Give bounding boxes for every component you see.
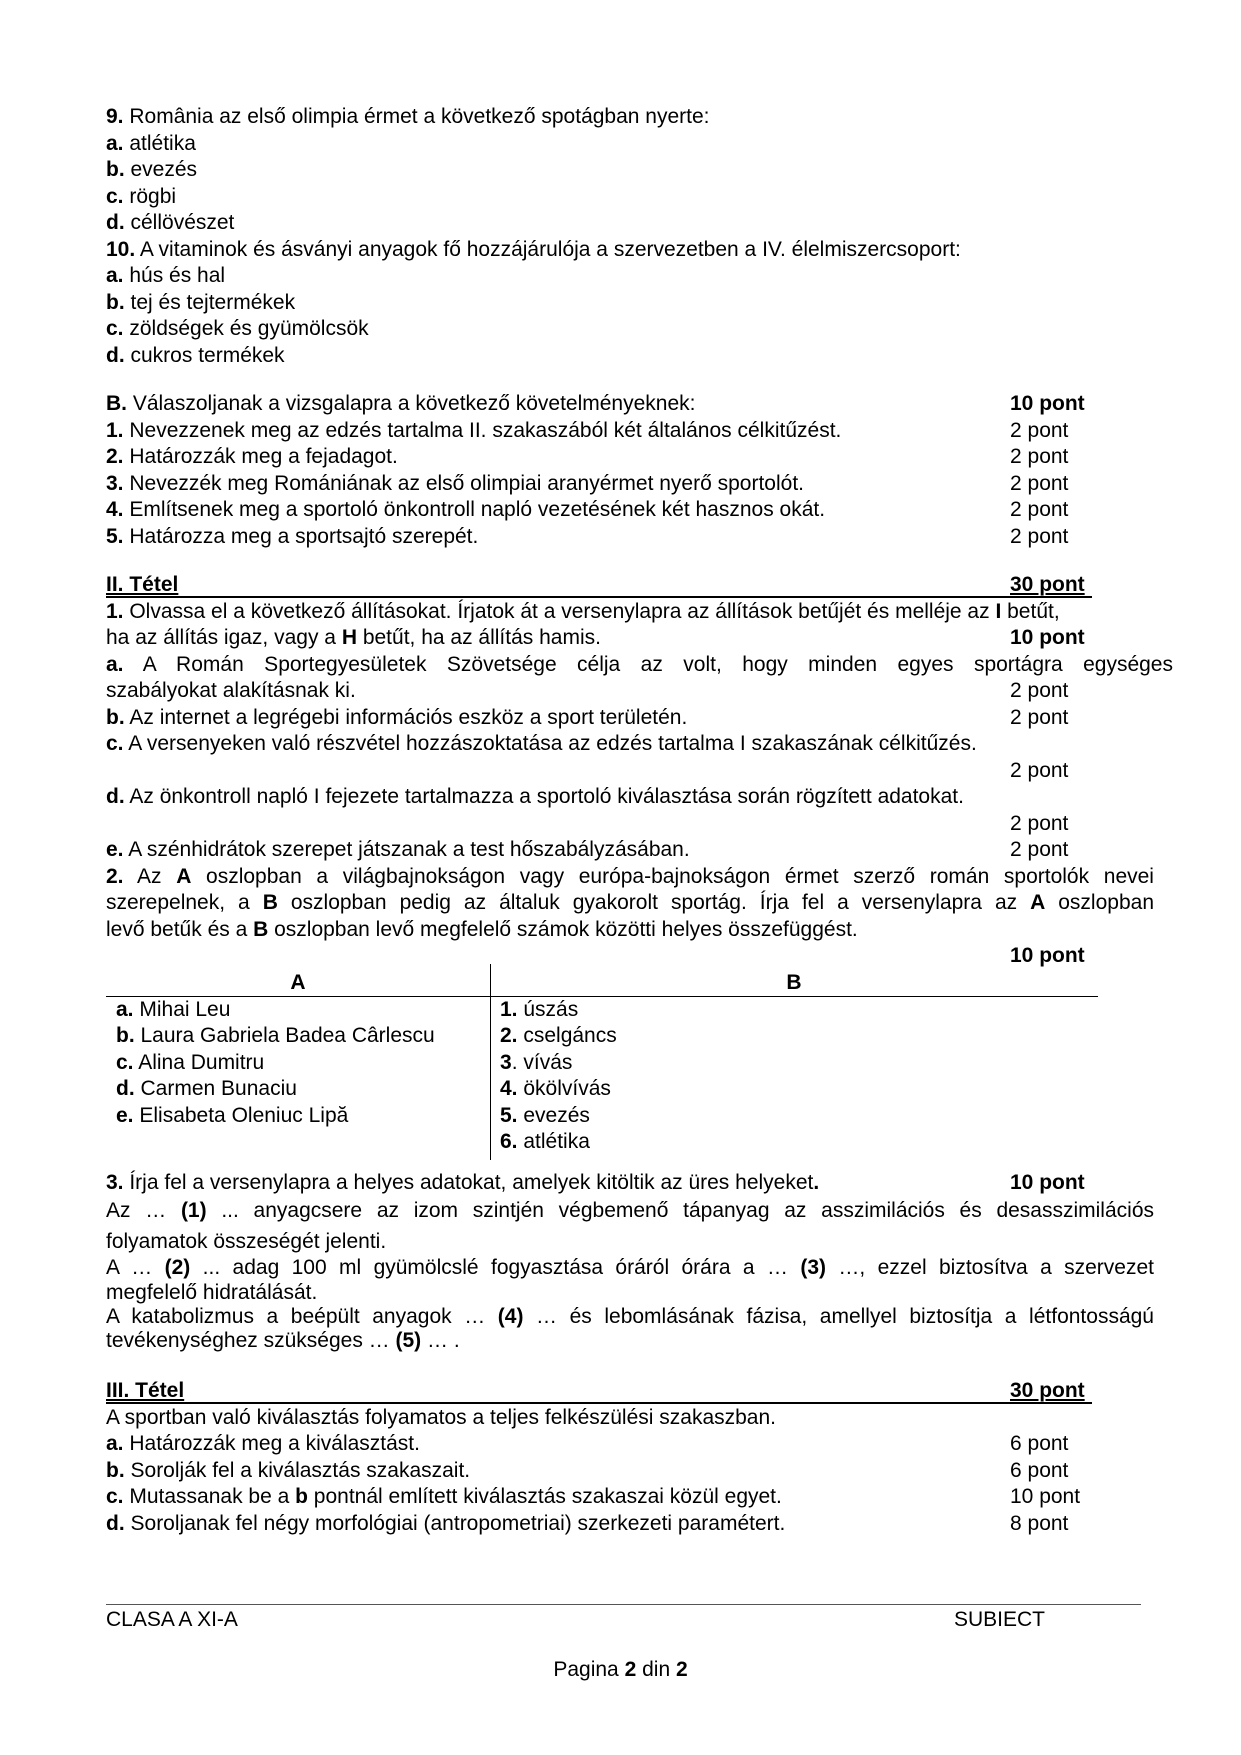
- part-2-question-2: [106, 864, 1154, 891]
- section-b-item-3: [106, 471, 1176, 498]
- spacer: [106, 1352, 1176, 1378]
- text-span: . vívás: [511, 1050, 573, 1074]
- text-span: 2.: [106, 864, 124, 888]
- text-span: Nevezzenek meg az edzés tartalma II. szakaszából két általános célkitűzést.: [123, 418, 842, 442]
- text-span: 3.: [106, 471, 124, 495]
- text-span: betűt, ha az állítás hamis.: [356, 626, 601, 649]
- part-3-item-d: [106, 1511, 1176, 1538]
- text-span: I: [995, 599, 1002, 623]
- text-span: c.: [106, 317, 124, 340]
- text-span: Sorolják fel a kiválasztás szakaszait.: [124, 1458, 471, 1482]
- text-span: A versenyeken való részvétel hozzászoktatása az edzés tartalma I szakaszának célkitűzés.: [123, 732, 977, 755]
- text-span: B: [262, 891, 278, 914]
- table-row: [116, 997, 435, 1024]
- points: 2 pont: [1010, 838, 1069, 861]
- part-2-title: II. Tétel: [106, 573, 179, 596]
- part-2-heading: [106, 572, 1176, 599]
- text-span: megfelelő hidratálását.: [106, 1280, 318, 1304]
- text-span: A: [1030, 891, 1046, 914]
- text-span: úszás: [517, 997, 579, 1021]
- text-span: Carmen Bunaciu: [134, 1077, 297, 1100]
- text-span: b.: [106, 1458, 125, 1482]
- table-row: [500, 1129, 617, 1156]
- statement-c: [106, 731, 1176, 758]
- table-row: [500, 1103, 617, 1130]
- points: 2 pont: [1010, 705, 1069, 729]
- table-divider: [490, 964, 491, 1160]
- part-2-question-3: [106, 1170, 1176, 1197]
- text-span: Válaszoljanak a vizsgalapra a következő követelményeknek:: [127, 392, 696, 415]
- option-9c: [106, 184, 1176, 211]
- section-b-heading: [106, 391, 1176, 418]
- matching-table: [106, 970, 1098, 1160]
- text-span: Alina Dumitru: [133, 1050, 265, 1074]
- text-span: tevékenységhez szükséges …: [106, 1329, 396, 1352]
- text-span: atlétika: [123, 131, 196, 155]
- statement-d: [106, 784, 1176, 811]
- text-span: 4.: [500, 1077, 518, 1100]
- option-9a: [106, 131, 1176, 158]
- text-span: 2.: [106, 445, 124, 468]
- points: 2 pont: [1010, 679, 1069, 702]
- text-span: (3): [800, 1256, 826, 1279]
- points: 10 pont: [1010, 1170, 1085, 1194]
- fill-in-sentence-3-cont: [106, 1330, 1176, 1352]
- text-span: Az internet a legrégebi információs eszköz a sport területén.: [124, 705, 688, 729]
- text-span: a.: [106, 1432, 124, 1455]
- section-b-item-2: [106, 444, 1176, 471]
- text-span: betűt,: [1001, 599, 1060, 623]
- text-span: 5.: [106, 524, 124, 548]
- text-span: Az önkontroll napló I fejezete tartalmazza a sportoló kiválasztása során rögzített adatokat.: [124, 785, 964, 808]
- text-span: A katabolizmus a beépült anyagok …: [106, 1304, 498, 1328]
- text-span: … és lebomlásának fázisa, amellyel biztosítja a létfontosságú: [523, 1304, 1154, 1328]
- part-3-item-b: [106, 1458, 1176, 1485]
- points: 10 pont: [1010, 392, 1085, 415]
- text-span: .: [813, 1170, 820, 1194]
- text-span: c.: [106, 184, 124, 208]
- text-span: H: [341, 626, 357, 649]
- option-10b: [106, 290, 1176, 317]
- text-span: Az: [123, 864, 177, 888]
- text-span: oszlopban: [1045, 891, 1154, 914]
- text-span: Olvassa el a következő állításokat. Írjatok át a versenylapra az állítások betűjét és melléje az: [123, 599, 996, 623]
- column-a-header: A: [290, 970, 306, 994]
- text-span: atlétika: [517, 1130, 590, 1153]
- spacer: [106, 369, 1176, 391]
- statement-d-points: [106, 811, 1176, 838]
- text-span: Soroljanak fel négy morfológiai (antropometriai) szerkezeti paramétert.: [124, 1511, 786, 1535]
- table-row: [500, 1023, 617, 1050]
- text-span: a.: [106, 131, 124, 155]
- text-span: ... anyagcsere az izom szintjén végbemenő tápanyag az asszimilációs és desasszimilációs: [206, 1199, 1154, 1222]
- column-a: [116, 997, 435, 1130]
- text-span: (1): [180, 1199, 207, 1222]
- part-2-question-1: [106, 599, 1176, 626]
- table-row: [116, 1050, 435, 1077]
- part-2-question-2-line-2: [106, 890, 1154, 917]
- text-span: Határozza meg a sportsajtó szerepét.: [123, 524, 479, 548]
- text-span: Laura Gabriela Badea Cârlescu: [134, 1024, 435, 1047]
- statement-a: [106, 652, 1173, 679]
- part-3-item-a: [106, 1431, 1176, 1458]
- section-b-item-4: [106, 497, 1176, 524]
- text-span: d.: [106, 785, 125, 808]
- points: 6 pont: [1010, 1432, 1069, 1455]
- text-span: evezés: [517, 1103, 590, 1127]
- text-span: evezés: [124, 158, 198, 181]
- option-9d: [106, 210, 1176, 237]
- text-span: levő betűk és a: [106, 917, 254, 941]
- text-span: din: [636, 1658, 676, 1681]
- text-span: d.: [106, 1511, 125, 1535]
- text-span: 1.: [106, 599, 124, 623]
- statement-e: [106, 837, 1176, 864]
- text-span: B.: [106, 392, 127, 415]
- text-span: 3: [500, 1050, 512, 1074]
- statement-c-points: [106, 758, 1176, 785]
- exam-page: [106, 104, 1176, 1537]
- text-span: folyamatok összeségét jelenti.: [106, 1229, 387, 1253]
- text-span: c.: [116, 1050, 134, 1074]
- text-span: (2): [164, 1256, 191, 1279]
- spacer: [106, 550, 1176, 572]
- section-b-item-1: [106, 418, 1176, 445]
- question-9: [106, 104, 1176, 131]
- text-span: A Román Sportegyesületek Szövetsége célja az volt, hogy minden egyes sportágra egységes: [123, 652, 1173, 676]
- table-row: [500, 997, 617, 1024]
- text-span: A …: [106, 1256, 165, 1279]
- text-span: cukros termékek: [124, 343, 285, 367]
- column-b-header: B: [786, 970, 802, 994]
- text-span: Az …: [106, 1199, 181, 1222]
- text-span: d.: [116, 1077, 135, 1100]
- fill-in-sentence-1-cont: [106, 1229, 1176, 1256]
- text-span: Mutassanak be a: [123, 1485, 296, 1508]
- text-span: B: [253, 917, 269, 941]
- fill-in-sentence-3: [106, 1304, 1154, 1331]
- part-3-heading: [106, 1378, 1176, 1405]
- text-span: … .: [421, 1329, 460, 1352]
- points: 2 pont: [1010, 498, 1069, 521]
- question-10: [106, 237, 1176, 264]
- section-b-item-5: [106, 524, 1176, 551]
- text-span: 2: [675, 1658, 688, 1681]
- text-span: Elisabeta Oleniuc Lipă: [133, 1103, 349, 1127]
- text-span: ökölvívás: [517, 1077, 611, 1100]
- text-span: 1.: [106, 418, 124, 442]
- text-span: 6.: [500, 1130, 518, 1153]
- option-9b: [106, 157, 1176, 184]
- points: 8 pont: [1010, 1511, 1069, 1535]
- spacer: [106, 1160, 1176, 1170]
- text-span: Írja fel a versenylapra a helyes adatokat, amelyek kitöltik az üres helyeket: [123, 1170, 814, 1194]
- text-span: a.: [116, 997, 134, 1021]
- part-2-points: 30 pont: [1010, 573, 1085, 596]
- text-span: céllövészet: [124, 211, 235, 234]
- text-span: rögbi: [123, 184, 177, 208]
- fill-in-sentence-2: [106, 1255, 1154, 1282]
- points: 2 pont: [1010, 758, 1069, 782]
- table-row: [500, 1050, 617, 1077]
- points: 2 pont: [1010, 471, 1069, 495]
- points: 6 pont: [1010, 1458, 1069, 1482]
- text-span: b.: [106, 158, 125, 181]
- text-span: A sportban való kiválasztás folyamatos a teljes felkészülési szakaszban.: [106, 1405, 777, 1429]
- text-span: c.: [106, 732, 124, 755]
- points: 2 pont: [1010, 418, 1069, 442]
- page-number: [0, 1658, 1241, 1682]
- part-2-question-2-line-3: [106, 917, 1176, 944]
- text-span: ha az állítás igaz, vagy a: [106, 626, 342, 649]
- points: 2 pont: [1010, 811, 1069, 835]
- part-3-points: 30 pont: [1010, 1379, 1085, 1402]
- text-span: a.: [106, 264, 124, 287]
- text-span: oszlopban pedig az általuk gyakorolt sportág. Írja fel a versenylapra az: [277, 891, 1031, 914]
- text-span: hús és hal: [123, 264, 226, 287]
- text-span: Nevezzék meg Romániának az első olimpiai aranyérmet nyerő sportolót.: [123, 471, 804, 495]
- statement-a-cont: [106, 678, 1176, 705]
- fill-in-sentence-2-cont: [106, 1282, 1176, 1304]
- text-span: b.: [106, 290, 125, 314]
- points: 2 pont: [1010, 524, 1069, 548]
- text-span: Mihai Leu: [133, 997, 231, 1021]
- text-span: b: [295, 1485, 308, 1508]
- text-span: a.: [106, 652, 124, 676]
- text-span: d.: [106, 343, 125, 367]
- points: 10 pont: [1010, 626, 1085, 649]
- text-span: 1.: [500, 997, 518, 1021]
- text-span: România az első olimpia érmet a következő spotágban nyerte:: [123, 105, 710, 128]
- table-row: [116, 1023, 435, 1050]
- text-span: …, ezzel biztosítva a szervezet: [826, 1256, 1154, 1279]
- points: 10 pont: [1010, 944, 1085, 967]
- statement-b: [106, 705, 1176, 732]
- text-span: 5.: [500, 1103, 518, 1127]
- text-span: 9.: [106, 105, 124, 128]
- text-span: 10.: [106, 237, 136, 261]
- text-span: oszlopban levő megfelelő számok közötti helyes összefüggést.: [268, 917, 858, 941]
- footer-subject-label: SUBIECT: [954, 1608, 1046, 1631]
- part-3-item-c: [106, 1484, 1176, 1511]
- option-10c: [106, 316, 1176, 343]
- part-2-question-1-cont: [106, 625, 1176, 652]
- text-span: c.: [106, 1485, 124, 1508]
- text-span: A szénhidrátok szerepet játszanak a test hőszabályzásában.: [123, 838, 690, 861]
- text-span: tej és tejtermékek: [124, 290, 296, 314]
- text-span: b.: [116, 1024, 135, 1047]
- text-span: ... adag 100 ml gyümölcslé fogyasztása óráról órára a …: [190, 1256, 801, 1279]
- text-span: Határozzák meg a kiválasztást.: [123, 1432, 420, 1455]
- part-3-title: III. Tétel: [106, 1379, 185, 1402]
- text-span: 2: [624, 1658, 637, 1681]
- text-span: 4.: [106, 498, 124, 521]
- fill-in-sentence-1: [106, 1198, 1154, 1225]
- column-b: [500, 997, 617, 1156]
- text-span: oszlopban a világbajnokságon vagy európa-bajnokságon érmet szerző román sportolók nevei: [191, 864, 1154, 888]
- text-span: Említsenek meg a sportoló önkontroll napló vezetésének két hasznos okát.: [123, 498, 826, 521]
- part-2-question-2-points: [106, 943, 1176, 970]
- text-span: szabályokat alakításnak ki.: [106, 679, 356, 702]
- text-span: A vitaminok és ásványi anyagok fő hozzájárulója a szervezetben a IV. élelmiszercsoport:: [135, 237, 961, 261]
- footer-rule: [106, 1604, 1141, 1605]
- text-span: 3.: [106, 1170, 124, 1194]
- text-span: b.: [106, 705, 125, 729]
- text-span: szerepelnek, a: [106, 891, 263, 914]
- option-10a: [106, 263, 1176, 290]
- points: 2 pont: [1010, 445, 1069, 468]
- table-header: [106, 970, 1098, 997]
- text-span: A: [176, 864, 192, 888]
- text-span: d.: [106, 211, 125, 234]
- points: 10 pont: [1010, 1485, 1081, 1508]
- footer-class-label: CLASA A XI-A: [106, 1608, 238, 1631]
- text-span: 2.: [500, 1024, 518, 1047]
- text-span: (5): [395, 1329, 422, 1352]
- table-row: [116, 1103, 435, 1130]
- text-span: e.: [116, 1103, 134, 1127]
- text-span: cselgáncs: [517, 1024, 617, 1047]
- text-span: (4): [497, 1304, 524, 1328]
- part-3-intro: [106, 1405, 1176, 1432]
- table-row: [116, 1076, 435, 1103]
- text-span: e.: [106, 838, 124, 861]
- option-10d: [106, 343, 1176, 370]
- text-span: zöldségek és gyümölcsök: [123, 317, 369, 340]
- text-span: Határozzák meg a fejadagot.: [123, 445, 398, 468]
- table-body: [106, 997, 1098, 1160]
- text-span: pontnál említett kiválasztás szakaszai közül egyet.: [307, 1485, 782, 1508]
- table-row: [500, 1076, 617, 1103]
- text-span: Pagina: [553, 1658, 625, 1681]
